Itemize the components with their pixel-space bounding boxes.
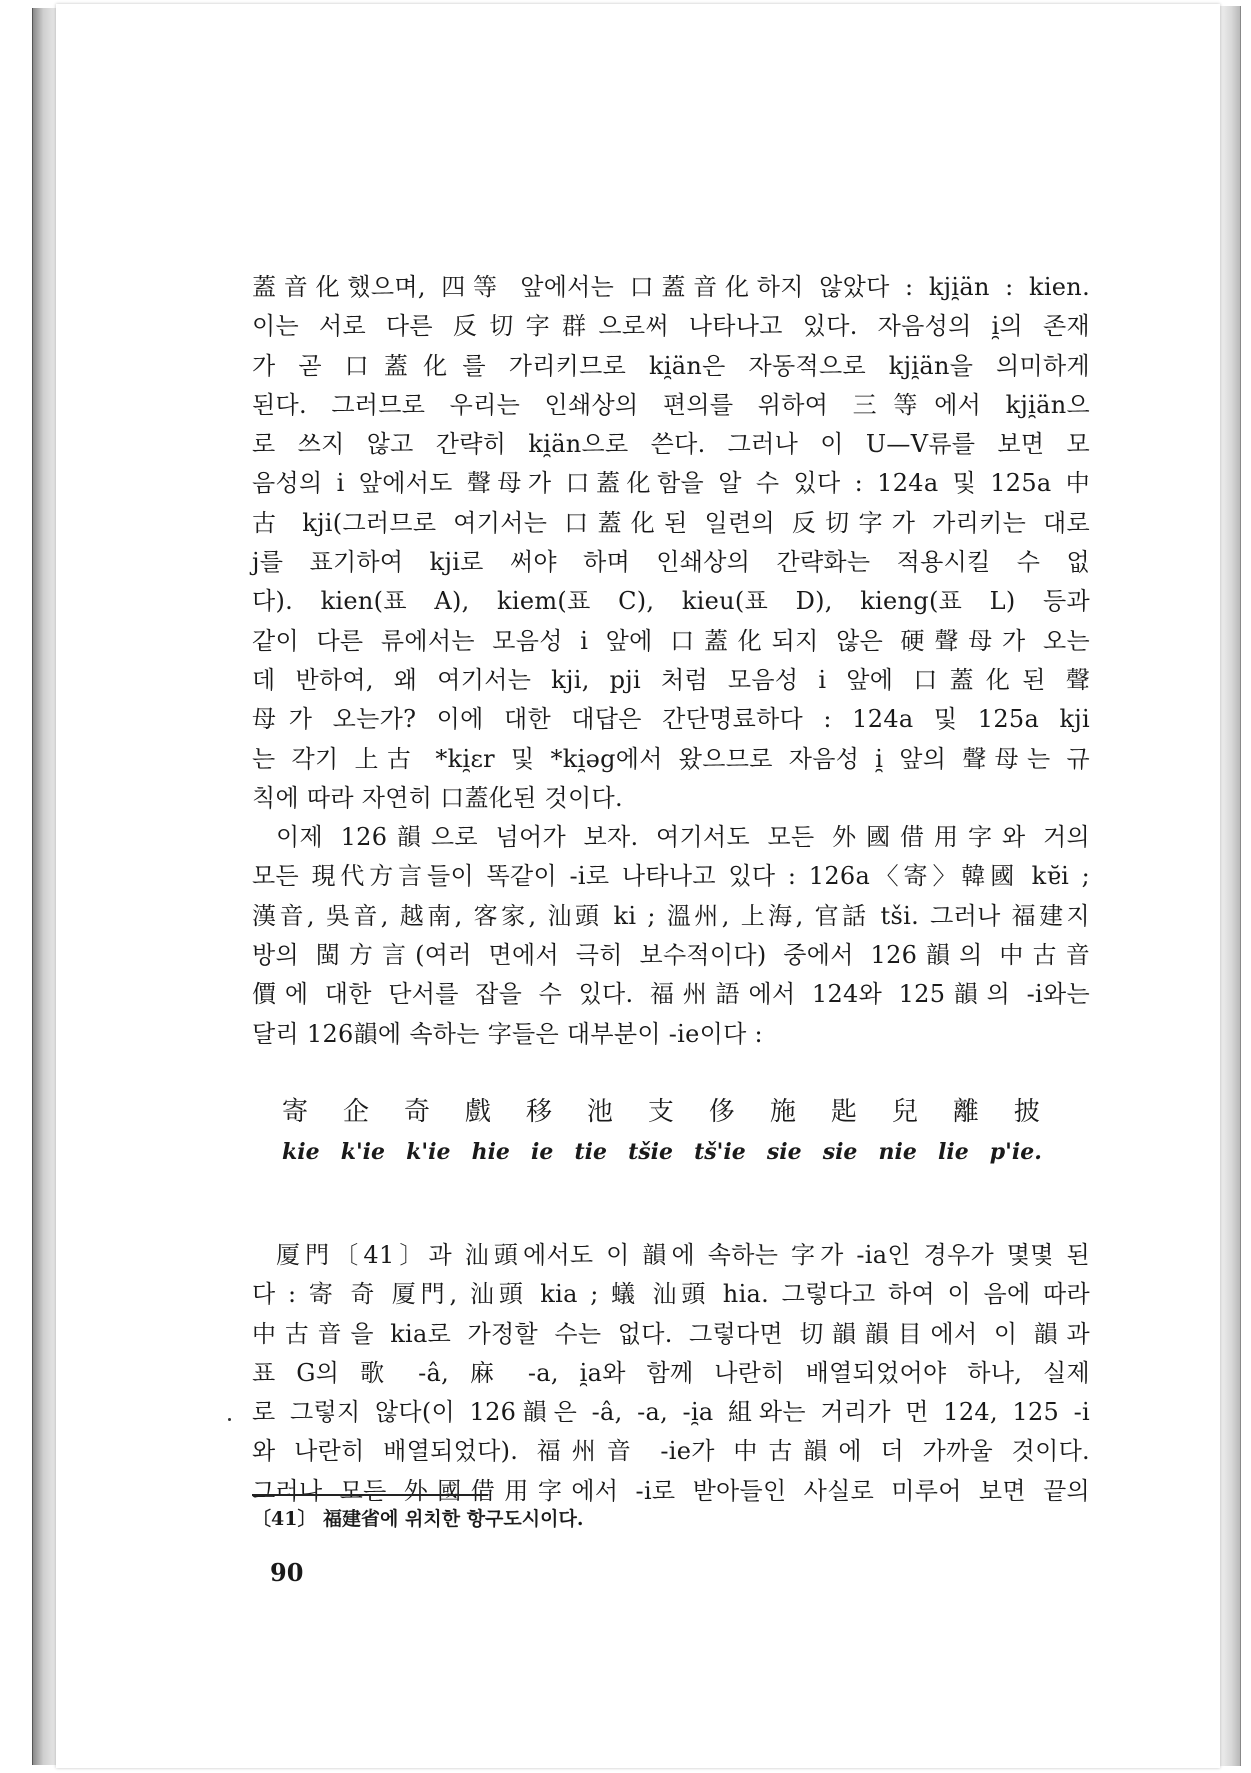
- text-line: 칙에 따라 자연히 口蓋化된 것이다.: [252, 783, 623, 812]
- text-line: 다 : 寄 奇 厦門, 汕頭 kia ; 蟻 汕頭 hia. 그렇다고 하여 이 음에 따라: [252, 1280, 1090, 1309]
- text-line: 는 각기 上古 *ki̯ɛr 및 *ki̯əg에서 왔으므로 자음성 i̯ 앞의 聲母는 규: [252, 744, 1090, 773]
- example-character: 兒: [891, 1097, 920, 1127]
- text-line: 厦門〔41〕과 汕頭에서도 이 韻에 속하는 字가 -ia인 경우가 몇몇 된: [276, 1241, 1090, 1269]
- text-line: 로 그렇지 않다(이 126韻은 -â, -a, -i̯a 組와는 거리가 먼 124, 125 -i: [252, 1398, 1090, 1427]
- example-character: 移: [525, 1097, 554, 1127]
- text-line: 로 쓰지 않고 간략히 ki̯än으로 쓴다. 그러나 이 U—V류를 보면 모: [252, 430, 1090, 459]
- example-character: 施: [769, 1097, 798, 1127]
- text-line: 된다. 그러므로 우리는 인쇄상의 편의를 위하여 三等에서 kji̯än으: [252, 390, 1090, 419]
- paragraph-2: [252, 818, 1090, 1054]
- text-line: 母가 오는가? 이에 대한 대답은 간단명료하다 : 124a 및 125a kji: [252, 705, 1090, 734]
- example-romanization: k'ie: [340, 1139, 386, 1165]
- body-text: [252, 268, 1090, 1054]
- page-number: 90: [270, 1558, 304, 1587]
- example-romanization: sie: [766, 1139, 802, 1165]
- example-table: [282, 1094, 1042, 1170]
- example-romanization-row: [282, 1134, 1042, 1170]
- text-line: 방의 閩方言(여러 면에서 극히 보수적이다) 중에서 126韻의 中古音: [252, 941, 1090, 970]
- text-line: 蓋音化했으며, 四等 앞에서는 口蓋音化하지 않았다 : kji̯än : kien.: [252, 273, 1090, 301]
- example-romanization: p'ie.: [989, 1139, 1042, 1165]
- example-character: 企: [342, 1097, 371, 1127]
- text-line: 모든 現代方言들이 똑같이 -i로 나타나고 있다 : 126a〈寄〉韓國 kɐ̆i ;: [252, 862, 1090, 891]
- text-line: 와 나란히 배열되었다). 福州音 -ie가 中古韻에 더 가까울 것이다.: [252, 1437, 1090, 1466]
- example-romanization: sie: [822, 1139, 858, 1165]
- paragraph-3: [252, 1236, 1090, 1511]
- example-romanization: ie: [531, 1139, 554, 1165]
- example-characters-row: [282, 1094, 1042, 1130]
- example-romanization: kie: [282, 1139, 320, 1165]
- paragraph-1: [252, 268, 1090, 818]
- text-line: 다). kien(표 A), kiem(표 C), kieu(표 D), kieng(표 L) 등과: [252, 587, 1090, 616]
- text-line: 이는 서로 다른 反切字群으로써 나타나고 있다. 자음성의 i̯의 존재: [252, 312, 1090, 341]
- example-romanization: nie: [878, 1139, 917, 1165]
- example-character: 披: [1013, 1097, 1042, 1127]
- text-line: 달리 126韻에 속하는 字들은 대부분이 -ie이다 :: [252, 1019, 763, 1048]
- example-romanization: lie: [937, 1139, 969, 1165]
- example-character: 匙: [830, 1097, 859, 1127]
- example-romanization: tšie: [628, 1139, 674, 1165]
- example-character: 侈: [708, 1097, 737, 1127]
- print-speck: [228, 1418, 231, 1421]
- footnote-divider: [252, 1494, 488, 1496]
- example-character: 寄: [282, 1097, 311, 1127]
- example-romanization: tie: [574, 1139, 608, 1165]
- page-edge-right: [1218, 6, 1241, 1766]
- footnote: 〔41〕 福建省에 위치한 항구도시이다.: [252, 1508, 584, 1530]
- example-character: 池: [586, 1097, 615, 1127]
- example-character: 戲: [464, 1097, 493, 1127]
- example-romanization: k'ie: [406, 1139, 451, 1165]
- example-romanization: hie: [471, 1139, 510, 1165]
- text-line: 이제 126韻으로 넘어가 보자. 여기서도 모든 外國借用字와 거의: [276, 823, 1090, 852]
- example-character: 奇: [403, 1097, 432, 1127]
- text-line: 中古音을 kia로 가정할 수는 없다. 그렇다면 切韻韻目에서 이 韻과: [252, 1319, 1090, 1348]
- example-romanization: tš'ie: [694, 1139, 746, 1165]
- example-character: 離: [952, 1097, 981, 1127]
- text-line: 같이 다른 류에서는 모음성 i 앞에 口蓋化되지 않은 硬聲母가 오는: [252, 626, 1090, 655]
- text-line: 표 G의 歌 -â, 麻 -a, i̯a와 함께 나란히 배열되었어야 하나, 실제: [252, 1358, 1090, 1387]
- text-line: 漢音, 吳音, 越南, 客家, 汕頭 ki ; 溫州, 上海, 官話 tši. 그러나 福建지: [252, 901, 1090, 930]
- text-line: 그러나 모든 外國借用字에서 -i로 받아들인 사실로 미루어 보면 끝의: [252, 1476, 1090, 1505]
- text-line: 데 반하여, 왜 여기서는 kji, pji 처럼 모음성 i 앞에 口蓋化된 聲: [252, 665, 1090, 694]
- text-line: 價에 대한 단서를 잡을 수 있다. 福州語에서 124와 125韻의 -i와는: [252, 980, 1090, 1009]
- text-line: 古 kji(그러므로 여기서는 口蓋化된 일련의 反切字가 가리키는 대로: [252, 508, 1090, 537]
- text-line: 음성의 i 앞에서도 聲母가 口蓋化함을 알 수 있다 : 124a 및 125a 中: [252, 469, 1090, 498]
- example-character: 支: [647, 1097, 676, 1127]
- body-text-continued: [252, 1212, 1090, 1535]
- page-edge-left: [32, 8, 59, 1765]
- text-line: 가 곧 口蓋化를 가리키므로 ki̯än은 자동적으로 kji̯än을 의미하게: [252, 351, 1090, 380]
- text-line: j를 표기하여 kji로 써야 하며 인쇄상의 간략화는 적용시킬 수 없: [252, 548, 1090, 577]
